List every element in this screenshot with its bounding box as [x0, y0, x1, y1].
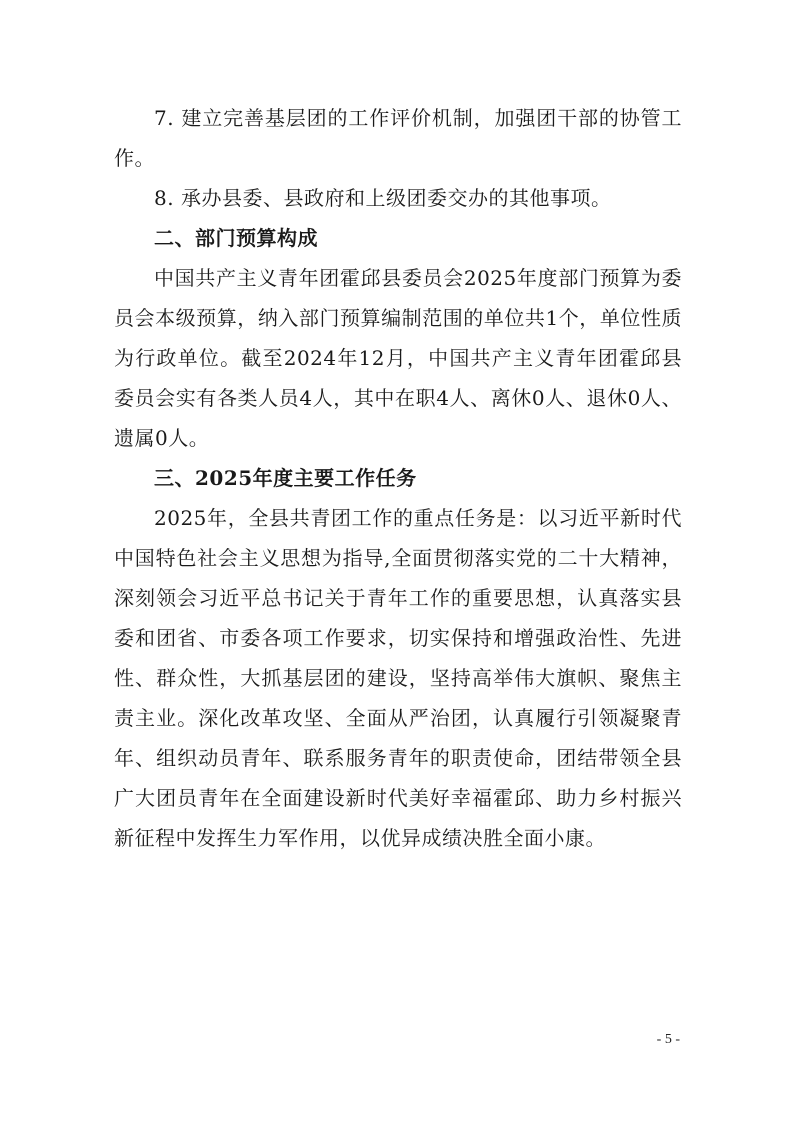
paragraph-item-7: 7. 建立完善基层团的工作评价机制，加强团干部的协管工作。 [114, 106, 682, 170]
paragraph-budget-structure: 中国共产主义青年团霍邱县委员会2025年度部门预算为委员会本级预算，纳入部门预算编制范围的单位共1个，单位性质为行政单位。截至2024年12月，中国共产主义青年团霍邱县委员会实有各类人员4人，其中在职4人、离休0人、退休0人、遗属0人。 [114, 266, 682, 450]
paragraph-main-tasks: 2025年，全县共青团工作的重点任务是：以习近平新时代中国特色社会主义思想为指导,全面贯彻落实党的二十大精神，深刻领会习近平总书记关于青年工作的重要思想，认真落实县委和团省、市委各项工作要求，切实保持和增强政治性、先进性、群众性，大抓基层团的建设，坚持高举伟大旗帜、聚焦主责主业。深化改革攻坚、全面从严治团，认真履行引领凝聚青年、组织动员青年、联系服务青年的职责使命，团结带领全县广大团员青年在全面建设新时代美好幸福霍邱、助力乡村振兴新征程中发挥生力军作用，以优异成绩决胜全面小康。 [114, 506, 682, 850]
page-number: - 5 - [656, 1032, 680, 1047]
paragraph-item-8: 8. 承办县委、县政府和上级团委交办的其他事项。 [154, 186, 612, 210]
document-body [114, 98, 682, 858]
section-heading-budget-structure: 二、部门预算构成 [154, 226, 318, 250]
section-heading-main-tasks: 三、2025年度主要工作任务 [154, 466, 417, 490]
